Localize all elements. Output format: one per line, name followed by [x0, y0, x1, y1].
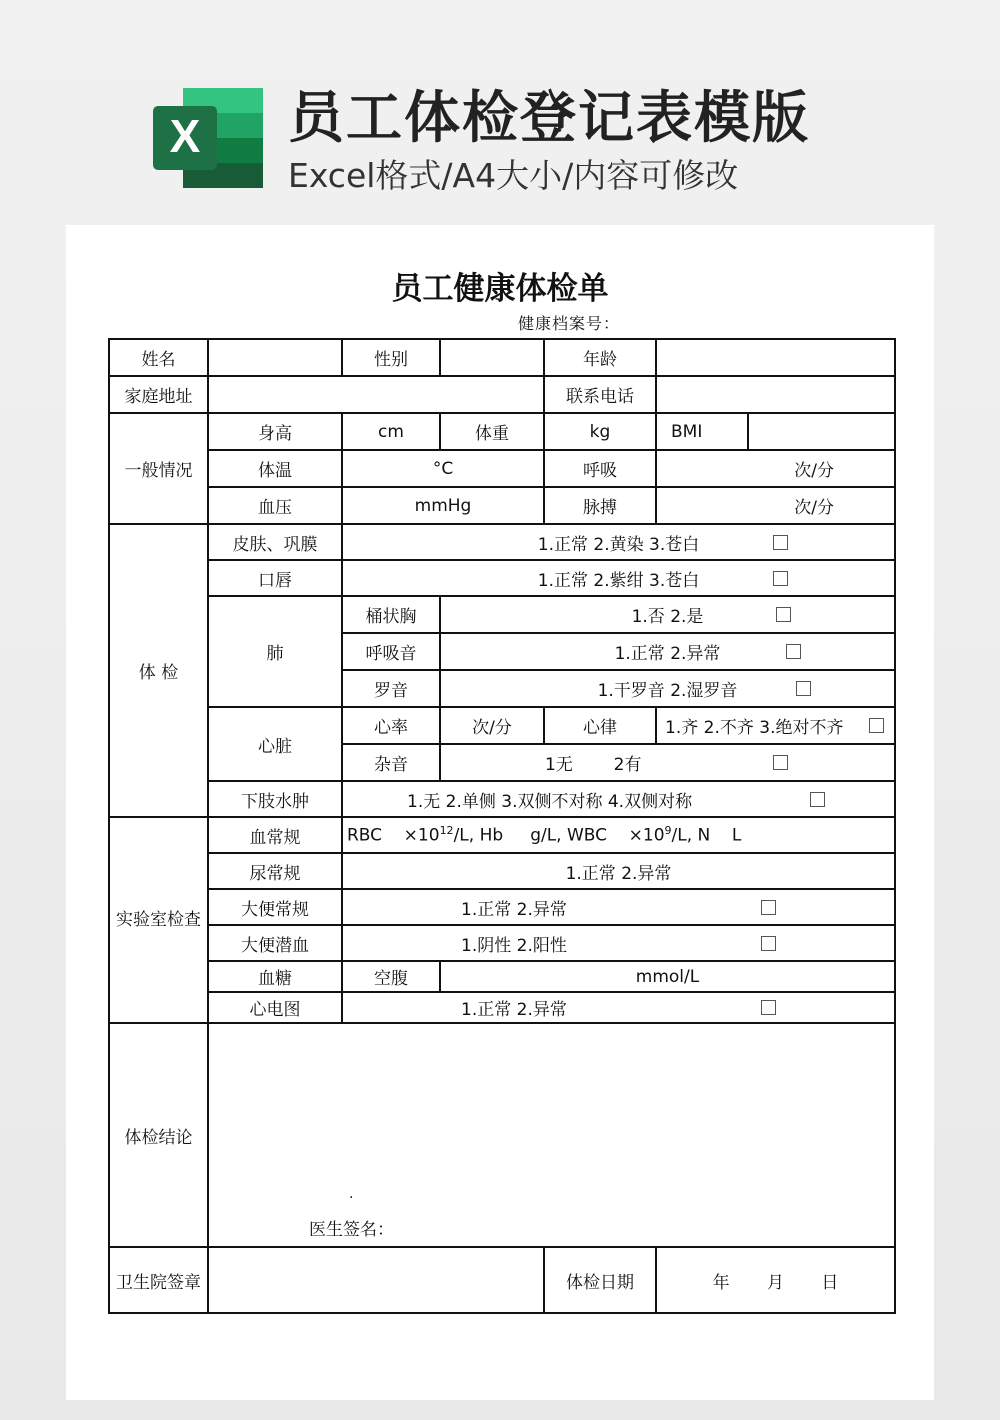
heart-rhythm-options[interactable] — [656, 707, 895, 744]
occult-blood-checkbox[interactable] — [761, 936, 776, 951]
lips-options-text: 1.正常 2.紫绀 3.苍白 — [537, 570, 700, 591]
blood-routine-label: 血常规 — [208, 817, 342, 853]
edema-checkbox[interactable] — [810, 792, 825, 807]
stool-routine-options[interactable] — [342, 889, 895, 925]
breath-unit[interactable]: 次/分 — [656, 450, 895, 487]
day-label: 日 — [821, 1272, 839, 1293]
hospital-stamp-label: 卫生院签章 — [109, 1247, 208, 1313]
phone-label: 联系电话 — [544, 376, 656, 413]
table-row — [109, 781, 895, 817]
occult-blood-options[interactable] — [342, 925, 895, 961]
temp-label: 体温 — [208, 450, 342, 487]
blood-hb-label: /L, Hb — [453, 825, 504, 846]
breath-sound-label: 呼吸音 — [342, 633, 440, 670]
table-row — [109, 560, 895, 596]
hospital-stamp-field[interactable] — [208, 1247, 544, 1313]
barrel-chest-checkbox[interactable] — [776, 607, 791, 622]
occult-blood-label: 大便潜血 — [208, 925, 342, 961]
glucose-unit[interactable]: mmol/L — [440, 961, 895, 992]
urine-routine-options[interactable]: 1.正常 2.异常 — [342, 853, 895, 889]
ecg-label: 心电图 — [208, 992, 342, 1023]
bp-label: 血压 — [208, 487, 342, 524]
form-paper — [66, 225, 934, 1400]
occult-blood-options-text: 1.阴性 2.阳性 — [461, 935, 567, 956]
heart-rhythm-checkbox[interactable] — [869, 718, 884, 733]
height-label: 身高 — [208, 413, 342, 450]
blood-n-label: /L, N — [671, 825, 711, 846]
stool-routine-label: 大便常规 — [208, 889, 342, 925]
edema-options[interactable] — [342, 781, 895, 817]
bp-unit[interactable]: mmHg — [342, 487, 544, 524]
table-row — [109, 524, 895, 560]
glucose-label: 血糖 — [208, 961, 342, 992]
gender-label: 性别 — [342, 339, 440, 376]
murmur-label: 杂音 — [342, 744, 440, 781]
table-row — [109, 889, 895, 925]
blood-exp-1: 12 — [439, 824, 454, 838]
exam-date-label: 体检日期 — [544, 1247, 656, 1313]
table-row — [109, 413, 895, 450]
heart-rhythm-options-text: 1.齐 2.不齐 3.绝对不齐 — [665, 718, 844, 738]
ecg-checkbox[interactable] — [761, 1000, 776, 1015]
skin-options-text: 1.正常 2.黄染 3.苍白 — [537, 534, 700, 555]
skin-options[interactable] — [342, 524, 895, 560]
urine-routine-label: 尿常规 — [208, 853, 342, 889]
table-row — [109, 925, 895, 961]
address-field[interactable] — [208, 376, 544, 413]
temp-unit[interactable]: °C — [342, 450, 544, 487]
name-label: 姓名 — [109, 339, 208, 376]
banner-title: 员工体检登记表模版 — [288, 86, 810, 151]
rales-label: 罗音 — [342, 670, 440, 707]
gender-field[interactable] — [440, 339, 544, 376]
blood-exp-2: 9 — [664, 824, 672, 838]
conclusion-label: 体检结论 — [109, 1023, 208, 1247]
banner — [0, 0, 1000, 225]
year-label: 年 — [712, 1272, 730, 1293]
blood-x10b-label: ×10 — [628, 825, 665, 846]
phone-field[interactable] — [656, 376, 895, 413]
blood-routine-values[interactable] — [342, 817, 895, 853]
blood-wbc-label: g/L, WBC — [530, 825, 608, 846]
general-section-label: 一般情况 — [109, 413, 208, 524]
rales-checkbox[interactable] — [796, 681, 811, 696]
skin-checkbox[interactable] — [773, 535, 788, 550]
edema-label: 下肢水肿 — [208, 781, 342, 817]
conclusion-dot: . — [349, 1186, 354, 1202]
breath-label: 呼吸 — [544, 450, 656, 487]
heart-label: 心脏 — [208, 707, 342, 781]
weight-label: 体重 — [440, 413, 544, 450]
blood-l-label: L — [731, 825, 742, 846]
ecg-options-text: 1.正常 2.异常 — [461, 1000, 567, 1020]
murmur-option-1: 1无 — [545, 755, 573, 775]
lips-options[interactable] — [342, 560, 895, 596]
rales-options[interactable] — [440, 670, 895, 707]
name-field[interactable] — [208, 339, 342, 376]
skin-label: 皮肤、巩膜 — [208, 524, 342, 560]
table-row — [109, 596, 895, 633]
edema-options-text: 1.无 2.单侧 3.双侧不对称 4.双侧对称 — [407, 791, 693, 812]
archive-number — [518, 311, 620, 334]
excel-logo-icon — [153, 88, 263, 188]
table-row — [109, 1023, 895, 1247]
excel-logo-letter: X — [169, 110, 201, 162]
lips-checkbox[interactable] — [773, 571, 788, 586]
age-label: 年龄 — [544, 339, 656, 376]
barrel-chest-label: 桶状胸 — [342, 596, 440, 633]
month-label: 月 — [767, 1272, 784, 1293]
table-row — [109, 992, 895, 1023]
table-row — [109, 817, 895, 853]
breath-sound-checkbox[interactable] — [786, 644, 801, 659]
table-row — [109, 853, 895, 889]
banner-subtitle: Excel格式/A4大小/内容可修改 — [288, 156, 739, 195]
health-exam-table — [108, 338, 896, 1314]
murmur-option-2: 2有 — [613, 755, 642, 775]
breath-sound-options[interactable] — [440, 633, 895, 670]
weight-unit[interactable]: kg — [544, 413, 656, 450]
document-title: 员工健康体检单 — [391, 271, 609, 307]
address-label: 家庭地址 — [109, 376, 208, 413]
stool-routine-checkbox[interactable] — [761, 900, 776, 915]
lips-label: 口唇 — [208, 560, 342, 596]
conclusion-field[interactable] — [208, 1023, 895, 1247]
fasting-label: 空腹 — [342, 961, 440, 992]
table-row — [109, 450, 895, 487]
stool-routine-options-text: 1.正常 2.异常 — [461, 899, 567, 920]
blood-x10-label: ×10 — [403, 825, 440, 846]
heart-rate-unit[interactable]: 次/分 — [440, 707, 544, 744]
exam-date-field[interactable] — [656, 1247, 895, 1313]
lab-section-label: 实验室检查 — [109, 817, 208, 1023]
murmur-options[interactable] — [440, 744, 895, 781]
murmur-checkbox[interactable] — [773, 755, 788, 770]
age-field[interactable] — [656, 339, 895, 376]
barrel-chest-options-text: 1.否 2.是 — [631, 607, 704, 627]
rales-options-text: 1.干罗音 2.湿罗音 — [597, 681, 738, 701]
bmi-label: BMI — [656, 413, 748, 450]
heart-rate-label: 心率 — [342, 707, 440, 744]
barrel-chest-options[interactable] — [440, 596, 895, 633]
pulse-unit[interactable]: 次/分 — [656, 487, 895, 524]
bmi-field[interactable] — [748, 413, 895, 450]
table-row — [109, 376, 895, 413]
ecg-options[interactable] — [342, 992, 895, 1023]
doctor-signature-label: 医生签名： — [309, 1220, 394, 1240]
table-row — [109, 961, 895, 992]
archive-number-label: 健康档案号： — [518, 314, 621, 333]
table-row — [109, 487, 895, 524]
table-row — [109, 339, 895, 376]
pulse-label: 脉搏 — [544, 487, 656, 524]
exam-section-label: 体 检 — [109, 524, 208, 817]
breath-sound-options-text: 1.正常 2.异常 — [614, 644, 721, 664]
heart-rhythm-label: 心律 — [544, 707, 656, 744]
table-row — [109, 1247, 895, 1313]
table-row — [109, 707, 895, 744]
blood-rbc-label: RBC — [347, 825, 383, 846]
lung-label: 肺 — [208, 596, 342, 707]
height-unit[interactable]: cm — [342, 413, 440, 450]
